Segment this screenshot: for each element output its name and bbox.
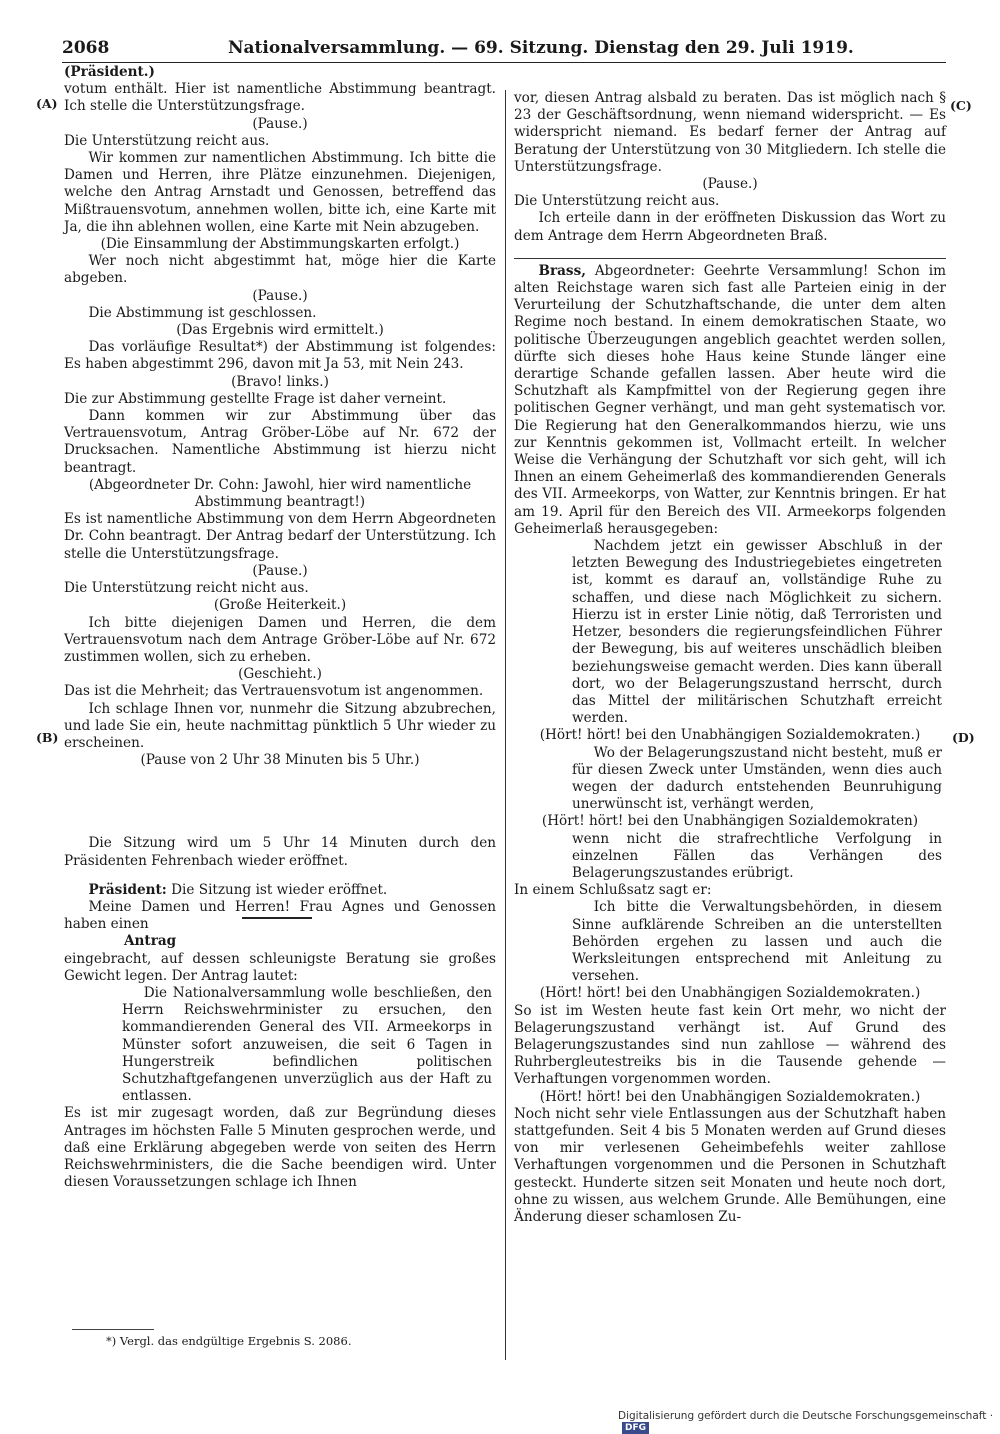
stage-direction: (Bravo! links.) (231, 373, 329, 390)
header-rule (62, 62, 946, 63)
interjection: (Hört! hört! bei den Unabhängigen Sozialdemokraten.) (539, 1088, 921, 1105)
speaker-name: Brass, (538, 262, 586, 279)
paragraph: Wir kommen zur namentlichen Abstimmung. Ich bitte die Damen und Herren, ihre Plätze einzunehmen. Diejenigen, welche den Antrag Arnstadt und Genossen, betreffend das Mißtrauensvotum, annehmen wollen, bitte ich, eine Karte mit Ja, die ihn ablehnen wollen, eine Karte mit Nein abzugeben. (64, 150, 496, 235)
paragraph: In einem Schlußsatz sagt er: (514, 882, 712, 899)
paragraph: Die zur Abstimmung gestellte Frage ist daher verneint. (64, 390, 447, 407)
paragraph: So ist im Westen heute fast kein Ort mehr, wo nicht der Belagerungszustand verhängt ist. Auf Grund des Belagerungszustandes sind nun zahllose — während des Ruhrbergleutestreiks bis in die Tausende gehende — Verhaftungen vorgenommen worden. (514, 1002, 946, 1088)
paragraph: Die Unterstützung reicht aus. (64, 132, 270, 149)
right-column (514, 90, 946, 1226)
paragraph: eingebracht, auf dessen schleunigste Beratung sie großes Gewicht legen. Der Antrag lautet: (64, 950, 496, 984)
stage-direction: (Pause von 2 Uhr 38 Minuten bis 5 Uhr.) (140, 752, 420, 769)
stage-direction: (Geschieht.) (238, 666, 322, 683)
quoted-decree: Nachdem jetzt ein gewisser Abschluß in der letzten Bewegung des Industriegebietes eingetreten ist, kommt es darauf an, vollständige Ruhe zu schaffen, und diese nach Möglichkeit zu sichern. Hierzu ist in erster Linie nötig, daß Terroristen und Hetzer, besonders die regierungsfeindlichen Führer der Bewegung, bis auf weiteres unschädlich bleiben beziehungsweise gemacht werden. Dies kann überall dort, wo der Belagerungszustand herrscht, durch das Mittel der militärischen Schutzhaft erreicht werden. (572, 538, 942, 727)
stage-direction: (Die Einsammlung der Abstimmungskarten erfolgt.) (100, 236, 460, 253)
antrag-heading: Antrag (124, 933, 177, 950)
paragraph: Das ist die Mehrheit; das Vertrauensvotum ist angenommen. (64, 683, 484, 700)
paragraph: Ich erteile dann in der eröffneten Diskussion das Wort zu dem Antrage dem Herrn Abgeordneten Braß. (514, 210, 946, 244)
stage-direction: (Große Heiterkeit.) (213, 597, 347, 614)
paragraph: Die Unterstützung reicht nicht aus. (64, 580, 309, 597)
interjection: (Hört! hört! bei den Unabhängigen Sozialdemokraten) (541, 813, 919, 830)
paragraph: Die Unterstützung reicht aus. (514, 193, 720, 210)
column-divider (505, 90, 506, 1360)
paragraph: Ich bitte diejenigen Damen und Herren, die dem Vertrauensvotum nach dem Antrage Gröber-Löbe auf Nr. 672 zustimmen wollen, sich zu erheben. (64, 614, 496, 665)
stage-direction: (Das Ergebnis wird ermittelt.) (176, 322, 384, 339)
stage-direction: (Pause.) (252, 287, 308, 304)
quoted-decree: wenn nicht die strafrechtliche Verfolgung in einzelnen Fällen das Verhängen des Belagerungszustandes erübrigt. (572, 830, 942, 881)
interjection: (Hört! hört! bei den Unabhängigen Sozialdemokraten.) (539, 727, 921, 744)
paragraph: Die Abstimmung ist geschlossen. (88, 304, 317, 321)
paragraph: vor, diesen Antrag alsbald zu beraten. Das ist möglich nach § 23 der Geschäftsordnung, wenn niemand widerspricht. — Es widerspricht niemand. Es bedarf ferner der Antrag auf Beratung der Unterstützung von 30 Mitgliedern. Ich stelle die Unterstützungsfrage. (514, 90, 946, 175)
credit-text: Digitalisierung gefördert durch die Deutsche Forschungsgemeinschaft · (618, 1410, 994, 1422)
digitization-credit (618, 1410, 1000, 1434)
margin-mark-c: (C) (950, 98, 972, 113)
paragraph: Das vorläufige Resultat*) der Abstimmung ist folgendes: Es haben abgestimmt 296, davon mit Ja 53, mit Nein 243. (64, 339, 496, 373)
speaker-tag: (Präsident.) (64, 64, 155, 80)
margin-mark-d: (D) (952, 730, 975, 745)
dfg-logo: DFG (622, 1422, 649, 1434)
paragraph: Meine Damen und Herren! Frau Agnes und Genossen haben einen (64, 898, 496, 933)
quoted-motion: Die Nationalversammlung wolle beschließen, den Herrn Reichswehrminister zu ersuchen, den kommandierenden General des VII. Armeekorps in Münster sofort anzuweisen, die seit 6 Tagen in Hungerstreik befindlichen politischen Schutzhaftgefangenen unverzüglich aus der Haft zu entlassen. (122, 984, 492, 1105)
paragraph (514, 263, 946, 538)
margin-mark-b: (B) (36, 730, 59, 745)
paragraph: Es ist namentliche Abstimmung von dem Herrn Abgeordneten Dr. Cohn beantragt. Der Antrag bedarf der Unterstützung. Ich stelle die Unterstützungsfrage. (64, 511, 496, 562)
stage-direction: (Pause.) (252, 115, 308, 132)
quoted-decree: Wo der Belagerungszustand nicht besteht, muß er für diesen Zweck unter Umständen, wenn dies auch wegen der dadurch entstehenden Beunruhigung unerwünscht ist, verhängt werden, (572, 744, 942, 813)
speech-text: Abgeordneter: Geehrte Versammlung! Schon im alten Reichstage waren sich fast alle Parteien einig in der Verurteilung der Schutzhaftschande, die unter dem alten Regime noch bestand. In einem demokratischen Staate, wo politische Überzeugungen angeblich geachtet werden sollen, dürfte sich dieses hohe Haus keine Stunde länger eine derartige Schande gefallen lassen. Aber heute wird die Schutzhaft als Kampfmittel von der Regierung gegen ihre politischen Gegner verhängt, und man geht systematisch vor. Die Regierung hat den Generalkommandos hierzu, wie uns zur Kenntnis gekommen ist, Vollmacht erteilt. In welcher Weise die Verhängung der Schutzhaft vor sich geht, will ich Ihnen an einem Geheimerlaß des kommandierenden Generals des VII. Armeekorps, von Watter, zur Kenntnis bringen. Er hat am 19. April für den Bereich des VII. Armeekorps folgenden Geheimerlaß herausgegeben: (514, 262, 946, 537)
interjection: (Hört! hört! bei den Unabhängigen Sozialdemokraten.) (539, 985, 921, 1002)
margin-mark-a: (A) (36, 96, 58, 111)
quoted-decree: Ich bitte die Verwaltungsbehörden, in diesem Sinne aufklärende Schreiben an die unterstellten Behörden ergehen zu lassen und auch die Werksleitungen entsprechend mit Anleitung zu versehen. (572, 899, 942, 985)
paragraph: Dann kommen wir zur Abstimmung über das Vertrauensvotum, Antrag Gröber-Löbe auf Nr. 672 der Drucksachen. Namentliche Abstimmung ist hierzu nicht beantragt. (64, 408, 496, 476)
paragraph: Die Sitzung wird um 5 Uhr 14 Minuten durch den Präsidenten Fehrenbach wieder eröffnet. (64, 835, 496, 869)
page-number: 2068 (62, 38, 110, 58)
footnote-rule (72, 1329, 154, 1330)
speech-text: Die Sitzung ist wieder eröffnet. (171, 881, 388, 898)
paragraph: Es ist mir zugesagt worden, daß zur Begründung dieses Antrages im höchsten Falle 5 Minuten gesprochen werde, und daß eine Erklärung abgegeben werde von seiten des Herrn Reichswehrministers, die die Sache beendigen wird. Unter diesen Voraussetzungen schlage ich Ihnen (64, 1105, 496, 1191)
stage-direction: (Pause.) (252, 562, 308, 579)
paragraph: votum enthält. Hier ist namentliche Abstimmung beantragt. Ich stelle die Unterstützungsfrage. (64, 81, 496, 115)
running-title: Nationalversammlung. — 69. Sitzung. Dienstag den 29. Juli 1919. (228, 38, 854, 58)
paragraph (64, 882, 496, 899)
footnote: *) Vergl. das endgültige Ergebnis S. 2086. (106, 1334, 352, 1348)
speaker-name: Präsident: (88, 881, 167, 898)
paragraph: Wer noch nicht abgestimmt hat, möge hier die Karte abgeben. (64, 253, 496, 287)
left-column (64, 64, 496, 1191)
paragraph: Ich schlage Ihnen vor, nunmehr die Sitzung abzubrechen, und lade Sie ein, heute nachmittag pünktlich 5 Uhr wieder zu erscheinen. (64, 700, 496, 751)
paragraph: Noch nicht sehr viele Entlassungen aus der Schutzhaft haben stattgefunden. Seit 4 bis 5 Monaten werden auf Grund dieses von mir verlesenen Geheimbefehls weiter zahllose Verhaftungen vorgenommen und die Personen in Schutzhaft gesteckt. Hunderte sitzen seit Monaten und heute noch dort, ohne zu wissen, aus welchem Grunde. Alle Bemühungen, eine Änderung dieser schamlosen Zu- (514, 1105, 946, 1225)
stage-direction: (Abgeordneter Dr. Cohn: Jawohl, hier wird namentliche Abstimmung beantragt!) (88, 476, 472, 511)
stage-direction: (Pause.) (702, 176, 758, 193)
